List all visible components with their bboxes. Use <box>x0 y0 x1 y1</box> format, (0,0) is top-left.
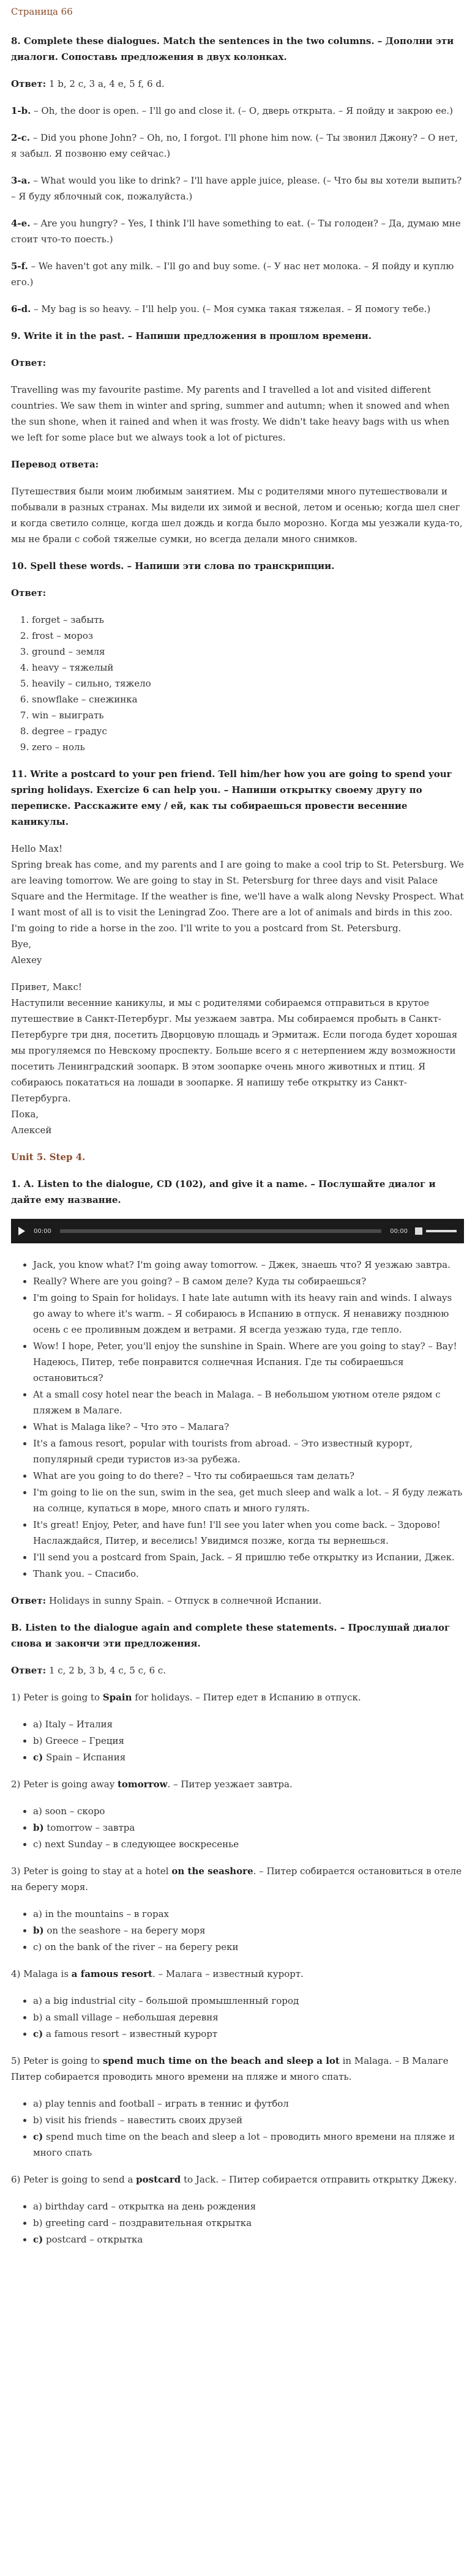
option-letter: b) <box>33 2217 43 2228</box>
option-item <box>33 1906 464 1922</box>
option-item <box>33 2026 464 2042</box>
option-letter: c) <box>33 2131 43 2142</box>
question <box>11 1966 464 1982</box>
postcard-greeting: Hello Max! <box>11 843 63 854</box>
option-list <box>11 2096 464 2161</box>
option-letter: c) <box>33 2028 43 2039</box>
postcard-bye: Bye, <box>11 939 32 950</box>
option-item <box>33 2129 464 2161</box>
option-text: a famous resort – известный курорт <box>43 2028 218 2039</box>
option-item <box>33 1716 464 1732</box>
option-list <box>11 1803 464 1852</box>
exercise-11-title: 11. Write a postcard to your pen friend. Tell him/her how you are going to spend your spring holidays. Exercize 6 can help you. – Напиши открытку своему другу по переписке. Расскажите ему / ей, как ты собираешься провести весенние каникулы. <box>11 769 452 827</box>
list-item: 5. heavily – сильно, тяжело <box>32 676 464 691</box>
option-letter: b) <box>33 2115 43 2126</box>
audio-player[interactable] <box>11 1219 464 1243</box>
option-letter: c) <box>33 1839 42 1850</box>
option-list <box>11 1906 464 1955</box>
answer-text: Holidays in sunny Spain. – Отпуск в солнечной Испании. <box>46 1595 322 1606</box>
option-item <box>33 1923 464 1938</box>
audio-progress-bar[interactable] <box>60 1229 381 1233</box>
exercise-9-answer-label <box>11 355 464 371</box>
question-text: to Jack. – Питер собирается отправить открытку Джеку. <box>181 2174 457 2185</box>
postcard-english <box>11 841 464 968</box>
option-list <box>11 1993 464 2042</box>
answer-text: 1 c, 2 b, 3 b, 4 c, 5 c, 6 c. <box>46 1665 166 1676</box>
option-item <box>33 1939 464 1955</box>
option-text: next Sunday – в следующее воскресенье <box>42 1839 239 1850</box>
exercise-9-translation-label <box>11 456 464 472</box>
option-letter: c) <box>33 1941 42 1952</box>
answer-text: 1 b, 2 c, 3 a, 4 e, 5 f, 6 d. <box>46 78 165 89</box>
option-letter: b) <box>33 1735 43 1746</box>
list-item: • Thank you. – Спасибо. <box>33 1566 464 1582</box>
option-item <box>33 2232 464 2247</box>
exercise-9-title: 9. Write it in the past. – Напиши предложения в прошлом времени. <box>11 330 372 341</box>
dialogue-lines <box>11 1257 464 1582</box>
option-item <box>33 1993 464 2009</box>
question-text: for holidays. – Питер едет в Испанию в отпуск. <box>132 1692 361 1703</box>
exercise-8-answer <box>11 76 464 92</box>
question-text: 5) Peter is going to <box>11 2055 103 2066</box>
question-text: . – Малага – известный курорт. <box>152 1968 304 1979</box>
list-item: • What are you going to do there? – Что ты собираешься там делать? <box>33 1468 464 1484</box>
exercise-1a-title: 1. A. Listen to the dialogue, CD (102), and give it a name. – Послушайте диалог и дайте ему название. <box>11 1178 436 1205</box>
volume-slider[interactable] <box>426 1230 457 1232</box>
play-icon[interactable] <box>18 1227 25 1235</box>
option-item <box>33 1820 464 1836</box>
list-item: 8. degree – градус <box>32 723 464 739</box>
exercise-10-answer-label <box>11 585 464 601</box>
question-text: . – Питер собирается остановиться в отеле на берегу моря. <box>11 1866 462 1893</box>
postcard-signature: Alexey <box>11 955 42 966</box>
question-answer: postcard <box>136 2174 181 2185</box>
list-item: • At a small cosy hotel near the beach in Malaga. – В небольшом уютном отеле рядом с пляжем в Малаге. <box>33 1387 464 1418</box>
list-item: 1. forget – забыть <box>32 612 464 628</box>
questions <box>11 1689 464 2247</box>
option-text: spend much time on the beach and sleep a lot – проводить много времени на пляже и много спать <box>33 2131 455 2158</box>
exercise-1b-title: B. Listen to the dialogue again and complete these statements. – Прослушай диалог снова и закончи эти предложения. <box>11 1622 451 1649</box>
option-letter: a) <box>33 1719 42 1730</box>
exercise-8-title: 8. Complete these dialogues. Match the sentences in the two columns. – Дополни эти диалоги. Сопоставь предложения в двух колонках. <box>11 35 454 62</box>
list-item: 4. heavy – тяжелый <box>32 660 464 676</box>
duration-time: 00:00 <box>390 1227 408 1235</box>
dialogue-number: 6-d. <box>11 303 31 315</box>
question-answer: spend much time on the beach and sleep a lot <box>102 2055 340 2066</box>
option-letter: a) <box>33 1908 42 1919</box>
volume-icon[interactable] <box>415 1227 422 1235</box>
answer-label: Ответ: <box>11 1595 47 1606</box>
dialogue-6 <box>11 301 464 317</box>
dialogue-text: – Oh, the door is open. – I'll go and close it. (– О, дверь открыта. – Я пойду и закрою ее.) <box>31 105 453 116</box>
option-item <box>33 2198 464 2214</box>
option-text: greeting card – поздравительная открытка <box>42 2217 252 2228</box>
option-text: a small village – небольшая деревня <box>42 2012 219 2023</box>
list-item: • It's a famous resort, popular with tourists from abroad. – Это известный курорт, популярный среди туристов из-за рубежа. <box>33 1435 464 1467</box>
postcard-body: Spring break has come, and my parents and I are going to make a cool trip to St. Petersburg. We are leaving tomorrow. We are going to stay in St. Petersburg for three days and visit Palace Square and the Hermitage. If the weather is fine, we'll have a walk along Nevsky Prospect. What I want most of all is to visit the Leningrad Zoo. There are a lot of animals and birds in this zoo. I'm going to ride a horse in the zoo. I'll write to you a postcard from St. Petersburg. <box>11 859 464 934</box>
option-text: visit his friends – навестить своих друзей <box>42 2115 243 2126</box>
list-item: 9. zero – ноль <box>32 739 464 755</box>
dialogue-text: – What would you like to drink? – I'll have apple juice, please. (– Что бы вы хотели выпить? – Я буду яблочный сок, пожалуйста.) <box>11 175 462 202</box>
option-item <box>33 1733 464 1749</box>
question-text: 2) Peter is going away <box>11 1779 118 1790</box>
option-letter: b) <box>33 1925 44 1936</box>
question <box>11 2172 464 2187</box>
dialogue-number: 4-e. <box>11 218 31 229</box>
option-list <box>11 1716 464 1765</box>
dialogue-3 <box>11 173 464 204</box>
option-item <box>33 1803 464 1819</box>
question-text: 1) Peter is going to <box>11 1692 103 1703</box>
option-letter: a) <box>33 2098 42 2109</box>
dialogue-1 <box>11 103 464 119</box>
question-answer: on the seashore <box>171 1866 253 1877</box>
option-letter: a) <box>33 1995 42 2006</box>
option-letter: b) <box>33 2012 43 2023</box>
option-text: tomorrow – завтра <box>43 1822 135 1833</box>
option-letter: a) <box>33 2201 42 2212</box>
page-breadcrumb[interactable]: Страница 66 <box>11 6 73 17</box>
option-item <box>33 1836 464 1852</box>
postcard-signature: Алексей <box>11 1125 52 1136</box>
option-letter: c) <box>33 2234 43 2245</box>
exercise-9-translation: Путешествия были моим любимым занятием. Мы с родителями много путешествовали и побывали в разных странах. Мы видели их зимой и весной, летом и осенью; когда шел снег и когда светило солнце, когда шел дождь и когда было морозно. Когда мы уезжали куда-то, мы не брали с собой тяжелые сумки, но всегда делали много снимков. <box>11 486 463 545</box>
question-text: . – Питер уезжает завтра. <box>167 1779 293 1790</box>
option-text: Greece – Греция <box>42 1735 124 1746</box>
question <box>11 1689 464 1705</box>
dialogue-text: – Are you hungry? – Yes, I think I'll have something to eat. (– Ты голоден? – Да, думаю мне стоит что-то поесть.) <box>11 218 461 245</box>
postcard-bye: Пока, <box>11 1109 39 1120</box>
exercise-9-answer-text: Travelling was my favourite pastime. My parents and I travelled a lot and visited different countries. We saw them in winter and spring, summer and autumn; when it snowed and when the sun shone, when it rained and when it was frosty. We didn't take heavy bags with us when we left for some place but we always took a lot of pictures. <box>11 384 450 443</box>
list-item: • I'm going to lie on the sun, swim in the sea, get much sleep and walk a lot. – Я буду лежать на солнце, купаться в море, много спать и много гулять. <box>33 1484 464 1516</box>
option-letter: a) <box>33 1806 42 1817</box>
dialogue-number: 3-a. <box>11 175 31 186</box>
question-text: 6) Peter is going to send a <box>11 2174 137 2185</box>
option-text: a big industrial city – большой промышленный город <box>42 1995 299 2006</box>
translation-label: Перевод ответа: <box>11 459 99 470</box>
current-time: 00:00 <box>34 1227 51 1235</box>
dialogue-4 <box>11 215 464 247</box>
postcard-greeting: Привет, Макс! <box>11 981 82 992</box>
dialogue-text: – My bag is so heavy. – I'll help you. (– Моя сумка такая тяжелая. – Я помогу тебе.) <box>31 303 431 315</box>
question-text: 3) Peter is going to stay at a hotel <box>11 1866 172 1877</box>
dialogue-number: 5-f. <box>11 261 28 272</box>
option-text: on the seashore – на берегу моря <box>43 1925 206 1936</box>
option-text: play tennis and football – играть в теннис и футбол <box>42 2098 289 2109</box>
list-item: • Really? Where are you going? – В самом деле? Куда ты собираешься? <box>33 1273 464 1289</box>
list-item: 2. frost – мороз <box>32 628 464 644</box>
dialogue-text: – Did you phone John? – Oh, no, I forgot. I'll phone him now. (– Ты звонил Джону? – О нет, я забыл. Я позвоню ему сейчас.) <box>11 132 458 159</box>
option-text: Spain – Испания <box>43 1752 126 1763</box>
postcard-russian <box>11 979 464 1138</box>
question-answer: Spain <box>102 1692 132 1703</box>
dialogue-5 <box>11 258 464 290</box>
question <box>11 1863 464 1895</box>
list-item: • Jack, you know what? I'm going away tomorrow. – Джек, знаешь что? Я уезжаю завтра. <box>33 1257 464 1273</box>
option-letter: b) <box>33 1822 44 1833</box>
option-text: birthday card – открытка на день рождения <box>42 2201 256 2212</box>
option-item <box>33 2009 464 2025</box>
answer-label: Ответ: <box>11 357 47 368</box>
option-item <box>33 2096 464 2112</box>
dialogue-text: – We haven't got any milk. – I'll go and buy some. (– У нас нет молока. – Я пойду и куплю его.) <box>11 261 454 288</box>
dialogue-2 <box>11 130 464 162</box>
option-text: postcard – открытка <box>43 2234 143 2245</box>
list-item: 7. win – выиграть <box>32 707 464 723</box>
list-item: • It's great! Enjoy, Peter, and have fun! I'll see you later when you come back. – Здорово! Наслаждайся, Питер, и веселись! Увидимся позже, когда ты вернешься. <box>33 1517 464 1549</box>
option-text: on the bank of the river – на берегу реки <box>42 1941 239 1952</box>
word-list <box>11 612 464 755</box>
postcard-body: Наступили весенние каникулы, и мы с родителями собираемся отправиться в крутое путешествие в Санкт-Петербург. Мы уезжаем завтра. Мы собираемся пробыть в Санкт-Петербурге три дня, посетить Дворцовую площадь и Эрмитаж. Если погода будет хорошая мы прогуляемся по Невскому проспекту. Больше всего я с нетерпением жду возможности посетить Ленинградский зоопарк. В этом зоопарке очень много животных и птиц. Я собираюсь покататься на лошади в зоопарке. Я напишу тебе открытку из Санкт-Петербурга. <box>11 997 458 1104</box>
option-text: in the mountains – в горах <box>42 1908 169 1919</box>
question <box>11 2053 464 2085</box>
option-item <box>33 1749 464 1765</box>
list-item: • I'll send you a postcard from Spain, Jack. – Я пришлю тебе открытку из Испании, Джек. <box>33 1549 464 1565</box>
question <box>11 1776 464 1792</box>
answer-label: Ответ: <box>11 1665 47 1676</box>
question-text: 4) Malaga is <box>11 1968 72 1979</box>
option-text: soon – скоро <box>42 1806 105 1817</box>
option-item <box>33 2215 464 2231</box>
option-list <box>11 2198 464 2247</box>
list-item: • I'm going to Spain for holidays. I hate late autumn with its heavy rain and winds. I always go away to where it's warm. – Я собираюсь в Испанию в отпуск. Я ненавижу позднюю осень с ее проливным дождем и ветрами. Я всегда уезжаю туда, где тепло. <box>33 1290 464 1338</box>
list-item: • Wow! I hope, Peter, you'll enjoy the sunshine in Spain. Where are you going to stay? – Вау! Надеюсь, Питер, тебе понравится солнечная Испания. Где ты собираешься остановиться? <box>33 1338 464 1386</box>
unit-heading: Unit 5. Step 4. <box>11 1152 86 1163</box>
question-text: in Malaga. – В Малаге Питер собирается проводить много времени на пляже и много спать. <box>11 2055 449 2082</box>
list-item: 6. snowflake – снежинка <box>32 691 464 707</box>
list-item: • What is Malaga like? – Что это – Малага? <box>33 1419 464 1435</box>
answer-label: Ответ: <box>11 587 47 598</box>
option-text: Italy – Италия <box>42 1719 113 1730</box>
answer-label: Ответ: <box>11 78 47 89</box>
list-item: 3. ground – земля <box>32 644 464 660</box>
option-item <box>33 2112 464 2128</box>
dialogue-number: 1-b. <box>11 105 31 116</box>
dialogue-number: 2-c. <box>11 132 31 143</box>
exercise-1a-answer <box>11 1593 464 1609</box>
option-letter: c) <box>33 1752 43 1763</box>
question-answer: tomorrow <box>118 1779 168 1790</box>
exercise-1b-answer <box>11 1662 464 1678</box>
question-answer: a famous resort <box>71 1968 153 1979</box>
exercise-10-title: 10. Spell these words. – Напиши эти слова по транскрипции. <box>11 560 335 571</box>
